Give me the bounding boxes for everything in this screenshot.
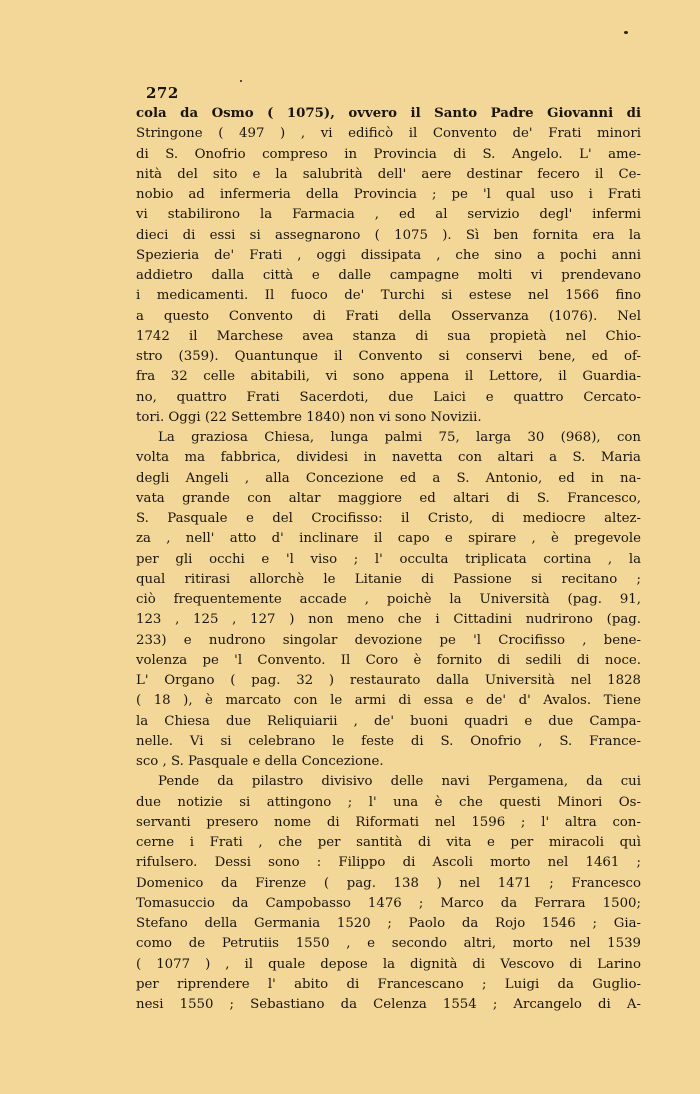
text-line: nità del sito e la salubrità dell' aere destinar fecero il Ce- xyxy=(136,166,641,182)
text-line: volenza pe 'l Convento. Il Coro è fornito di sedili di noce. xyxy=(136,652,641,668)
text-line: servanti presero nome di Riformati nel 1596 ; l' altra con- xyxy=(136,814,641,830)
text-line: L' Organo ( pag. 32 ) restaurato dalla Università nel 1828 xyxy=(136,673,641,688)
text-line: ciò frequentemente accade , poichè la Università (pag. 91, xyxy=(136,592,641,607)
text-line: per riprendere l' abito di Francescano ; Luigi da Guglio- xyxy=(136,976,641,992)
text-line: nesi 1550 ; Sebastiano da Celenza 1554 ; Arcangelo di A- xyxy=(136,997,641,1012)
text-line: S. Pasquale e del Crocifisso: il Cristo, di mediocre altez- xyxy=(136,511,641,526)
text-line: rifulsero. Dessi sono : Filippo di Ascoli morto nel 1461 ; xyxy=(136,855,641,871)
text-line: 233) e nudrono singolar devozione pe 'l Crocifisso , bene- xyxy=(136,632,641,648)
text-line: vi stabilirono la Farmacia , ed al servizio degl' infermi xyxy=(136,207,641,223)
text-line: dieci di essi si assegnarono ( 1075 ). Sì ben fornita era la xyxy=(136,227,641,243)
text-line: Spezieria de' Frati , oggi dissipata , che sino a pochi anni xyxy=(136,247,641,263)
text-line: Tomasuccio da Campobasso 1476 ; Marco da Ferrara 1500; xyxy=(136,895,641,911)
text-line: addietro dalla città e dalle campagne molti vi prendevano xyxy=(136,268,641,283)
ink-speck xyxy=(624,31,628,34)
text-line: nobio ad infermeria della Provincia ; pe 'l qual uso i Frati xyxy=(136,187,641,202)
text-line: la Chiesa due Reliquiarii , de' buoni quadri e due Campa- xyxy=(136,713,641,729)
text-line: due notizie si attingono ; l' una è che questi Minori Os- xyxy=(136,794,641,810)
text-line: La graziosa Chiesa, lunga palmi 75, larga 30 (968), con xyxy=(158,430,641,445)
page-number: 272 xyxy=(146,84,179,102)
text-line: fra 32 celle abitabili, vi sono appena il Lettore, il Guardia- xyxy=(136,369,641,385)
text-line: za , nell' atto d' inclinare il capo e spirare , è pregevole xyxy=(136,531,641,547)
text-line: ( 1077 ) , il quale depose la dignità di Vescovo di Larino xyxy=(136,956,641,972)
text-line: como de Petrutiis 1550 , e secondo altri, morto nel 1539 xyxy=(136,936,641,952)
text-line: degli Angeli , alla Concezione ed a S. Antonio, ed in na- xyxy=(136,470,641,486)
text-line: cola da Osmo ( 1075), ovvero il Santo Padre Giovanni di xyxy=(136,106,641,121)
text-line: tori. Oggi (22 Settembre 1840) non vi sono Novizii. xyxy=(136,409,482,425)
text-line: vata grande con altar maggiore ed altari di S. Francesco, xyxy=(136,490,641,506)
text-line: di S. Onofrio compreso in Provincia di S. Angelo. L' ame- xyxy=(136,146,641,162)
text-line: Stefano della Germania 1520 ; Paolo da Rojo 1546 ; Gia- xyxy=(136,916,641,931)
text-line: 1742 il Marchese avea stanza di sua propietà nel Chio- xyxy=(136,328,641,344)
text-line: sco , S. Pasquale e della Concezione. xyxy=(136,754,384,769)
text-line: Domenico da Firenze ( pag. 138 ) nel 1471 ; Francesco xyxy=(136,875,641,891)
text-line: 123 , 125 , 127 ) non meno che i Cittadini nudrirono (pag. xyxy=(136,612,641,628)
text-line: i medicamenti. Il fuoco de' Turchi si estese nel 1566 fino xyxy=(136,288,641,304)
text-line: cerne i Frati , che per santità di vita e per miracoli quì xyxy=(136,835,641,850)
text-line: no, quattro Frati Sacerdoti, due Laici e quattro Cercato- xyxy=(136,389,641,405)
text-line: per gli occhi e 'l viso ; l' occulta triplicata cortina , la xyxy=(136,551,641,567)
text-line: Pende da pilastro divisivo delle navi Pergamena, da cui xyxy=(158,774,641,790)
text-line: Stringone ( 497 ) , vi edificò il Convento de' Frati minori xyxy=(136,126,641,142)
text-line: qual ritirasi allorchè le Litanie di Passione si recitano ; xyxy=(136,571,641,587)
text-line: a questo Convento di Frati della Osservanza (1076). Nel xyxy=(136,308,641,324)
text-line: ( 18 ), è marcato con le armi di essa e de' d' Avalos. Tiene xyxy=(136,693,641,709)
ink-speck xyxy=(240,80,242,82)
text-line: stro (359). Quantunque il Convento si conservi bene, ed of- xyxy=(136,349,641,364)
text-line: volta ma fabbrica, dividesi in navetta con altari a S. Maria xyxy=(136,450,641,466)
text-line: nelle. Vi si celebrano le feste di S. Onofrio , S. France- xyxy=(136,733,641,749)
page-text xyxy=(136,104,641,1015)
